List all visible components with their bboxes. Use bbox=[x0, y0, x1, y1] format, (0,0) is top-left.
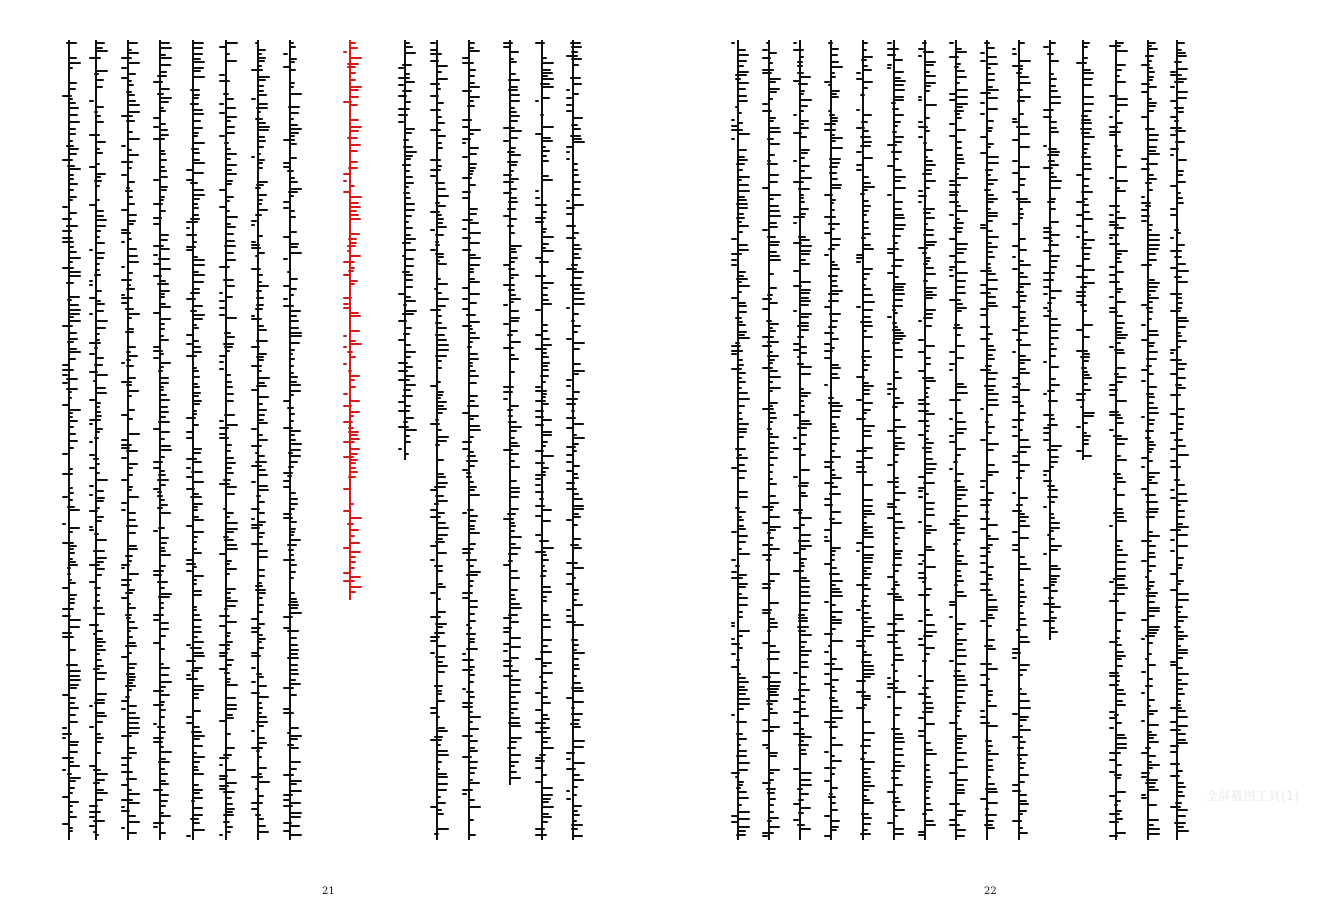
text-column bbox=[283, 40, 297, 840]
text-column bbox=[398, 40, 412, 460]
text-column bbox=[1109, 40, 1123, 840]
chapter-heading-column bbox=[343, 40, 357, 600]
text-column bbox=[1141, 40, 1155, 840]
text-column bbox=[949, 40, 963, 840]
right-page-number: 22 bbox=[984, 886, 997, 897]
text-column bbox=[186, 40, 200, 840]
watermark: 全屏截图工具(1) bbox=[1206, 789, 1300, 803]
text-column bbox=[824, 40, 838, 840]
text-column bbox=[503, 40, 517, 785]
text-column bbox=[731, 40, 745, 840]
text-column bbox=[535, 40, 549, 840]
text-column bbox=[89, 40, 103, 840]
text-column bbox=[430, 40, 444, 840]
text-column bbox=[887, 40, 901, 840]
text-column bbox=[251, 40, 265, 840]
text-column bbox=[1043, 40, 1057, 640]
text-column bbox=[856, 40, 870, 840]
text-column bbox=[762, 40, 776, 840]
text-column bbox=[121, 40, 135, 840]
text-column bbox=[980, 40, 994, 840]
text-column bbox=[219, 40, 233, 840]
right-page bbox=[662, 0, 1324, 923]
text-column bbox=[566, 40, 580, 840]
text-column bbox=[918, 40, 932, 840]
text-column bbox=[153, 40, 167, 840]
text-column bbox=[793, 40, 807, 840]
text-column bbox=[462, 40, 476, 840]
text-column bbox=[62, 40, 76, 840]
text-column bbox=[1170, 40, 1184, 840]
text-column bbox=[1012, 40, 1026, 840]
left-page-number: 21 bbox=[322, 886, 335, 897]
text-column bbox=[1076, 40, 1090, 460]
